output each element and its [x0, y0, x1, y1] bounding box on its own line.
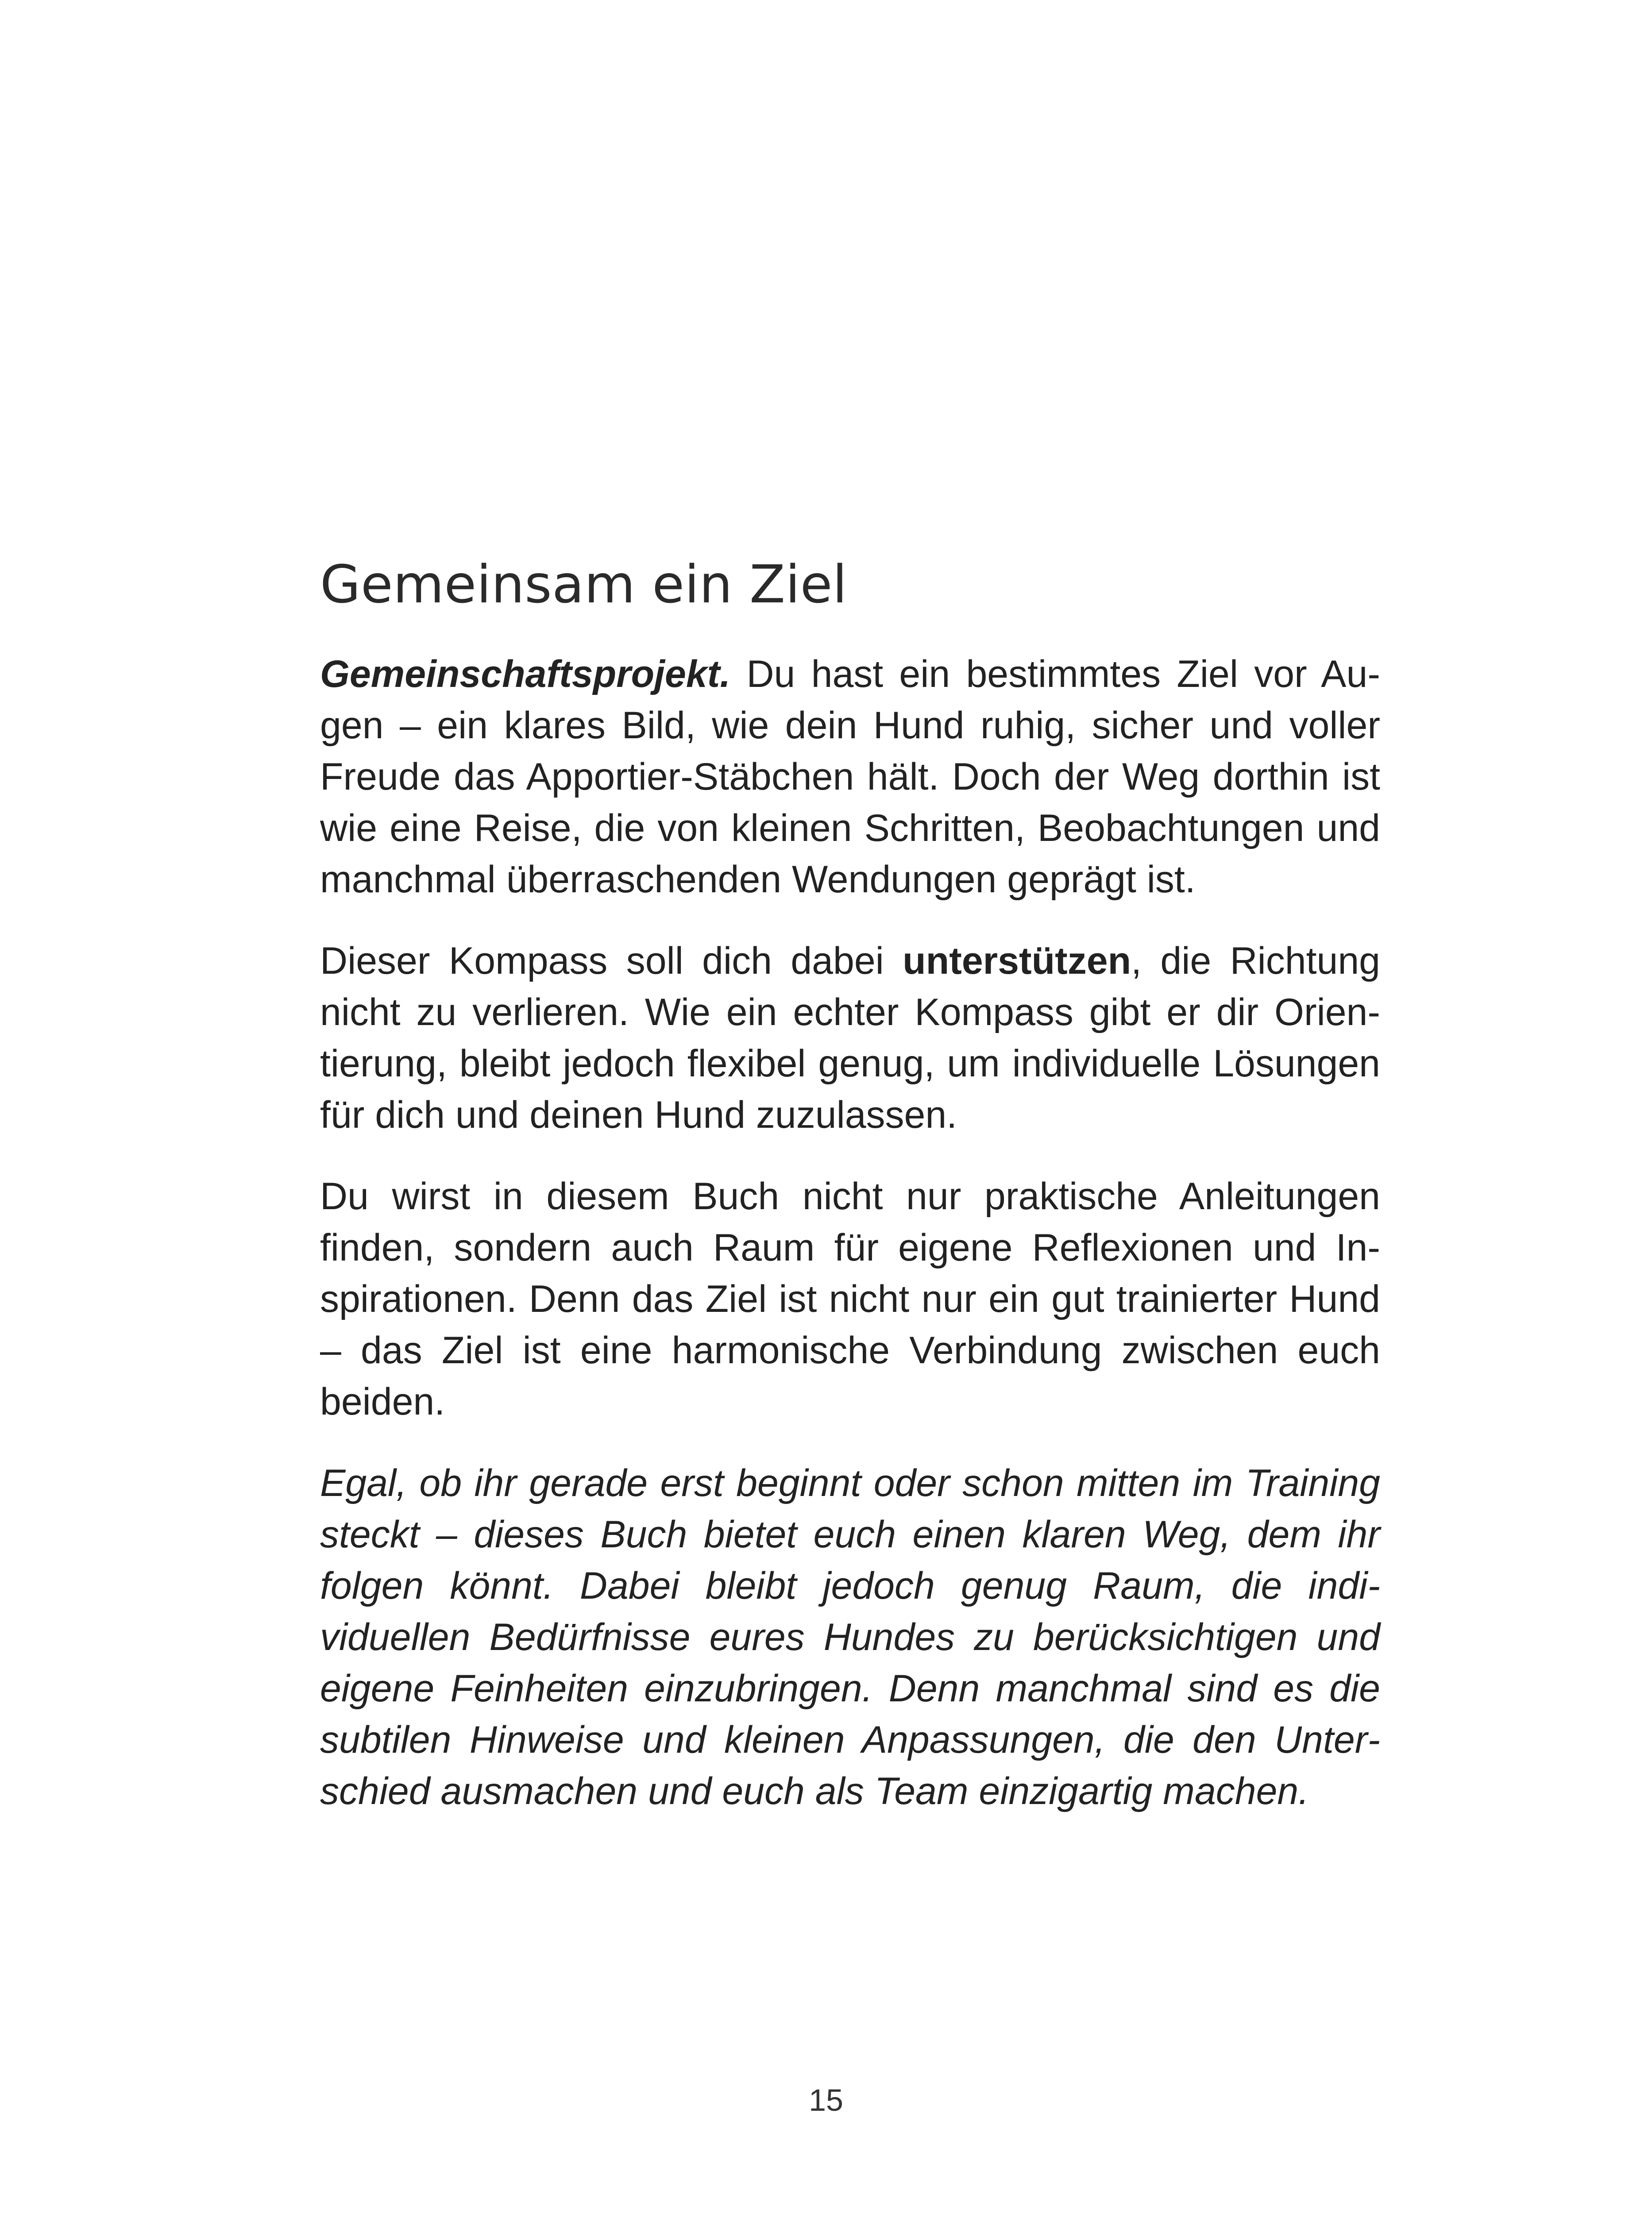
paragraph-2-after: , die Richtung nicht zu verlieren. Wie ein echter Kompass gibt er dir Orientierung, bleibt jedoch flexibel genug, um individuelle Lösungen für dich und deinen Hund zuzulassen. — [320, 940, 1380, 1136]
chapter-heading: Gemeinsam ein Ziel — [320, 554, 848, 615]
paragraph-4-italic — [320, 1457, 1380, 1817]
paragraph-2-before: Dieser Kompass soll dich dabei — [320, 940, 903, 982]
page-number: 15 — [809, 2083, 843, 2117]
paragraph-1-text: Du hast ein bestimmtes Ziel vor Augen – ein klares Bild, wie dein Hund ruhig, sicher und voller Freude das Apportier-Stäbchen hält. Doch der Weg dorthin ist wie eine Reise, die von kleinen Schritten, Beobachtungen und manchmal überraschenden Wendungen geprägt ist. — [320, 653, 1380, 901]
paragraph-3-text: Du wirst in diesem Buch nicht nur praktische Anleitungen finden, sondern auch Raum für eigene Reflexionen und Inspirationen. Denn das Ziel ist nicht nur ein gut trainierter Hund – das Ziel ist eine harmonische Verbindung zwischen euch beiden. — [320, 1175, 1380, 1423]
paragraph-2-emphasis: unterstützen — [903, 940, 1131, 982]
paragraph-4-text: Egal, ob ihr gerade erst beginnt oder schon mitten im Training steckt – dieses Buch bietet euch einen klaren Weg, dem ihr folgen könnt. Dabei bleibt jedoch genug Raum, die individuellen Bedürfnisse eures Hundes zu berücksichtigen und eigene Feinheiten einzubringen. Denn manchmal sind es die subtilen Hinweise und kleinen Anpassungen, die den Unterschied ausmachen und euch als Team einzigartig machen. — [320, 1462, 1380, 1812]
paragraph-3 — [320, 1171, 1380, 1427]
paragraph-1 — [320, 648, 1380, 905]
paragraph-2 — [320, 935, 1380, 1141]
paragraph-lead-term: Gemeinschaftsprojekt. — [320, 653, 731, 695]
page-content — [320, 551, 1380, 1817]
